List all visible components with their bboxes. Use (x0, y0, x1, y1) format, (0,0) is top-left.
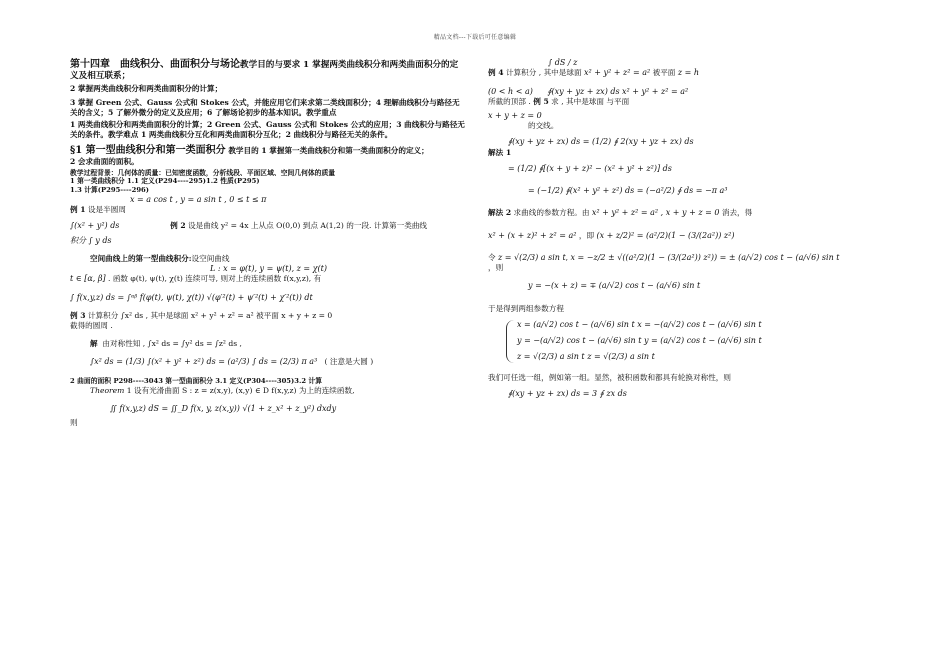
chapter-title: 第十四章 曲线积分、曲面积分与场论 (70, 59, 240, 70)
space-formula: ∫ f(x,y,z) ds = ∫ᵅᵝ f(φ(t), ψ(t), χ(t)) √(φ′²(t) + ψ′²(t) + χ′²(t)) dt (70, 292, 313, 302)
area-line: 2 曲面的面积 P298----3043 第一型曲面积分 3.1 定义(P304----305)3.2 计算 (70, 377, 323, 386)
background-text: 教学过程背景：几何体的质量：已知密度函数，分析线段、平面区域、空间几何体的质量 (70, 168, 336, 177)
page-header: 精品文档---下载后可任意编辑 (433, 34, 517, 41)
solution-2-y: y = −(x + z) = ∓ (a/√2) cos t − (a/√6) sin t (528, 281, 701, 291)
solution-formula: ∫x² ds = (1/3) ∫(x² + y² + z²) ds = (a²/3) ∫ ds = (2/3) π a³ ( 注意是大圆 ) (90, 356, 374, 366)
solution-2-step: x² + (x + z)² + z² = a² ，即 (x + z/2)² = (a²/2)(1 − (3/(2a²)) z²) (488, 230, 735, 240)
solution-2-then: ，则 (488, 263, 504, 273)
chapter-block (70, 58, 466, 82)
solution-2-param: 令 z = √(2/3) a sin t, x = −z/2 ± √((a²/2)(1 − (3/(2a²)) z²)) = ± (a/√2) cos t − (a/√6) sin t (488, 253, 840, 263)
purpose-3: 3 掌握 Green 公式、Gauss 公式和 Stokes 公式，并能应用它们来求第二类线面积分；4 理解曲线积分与路径无关的含义；5 了解外微分的定义及应用；6 了解场论初步的基本知识。教学重点 (70, 98, 460, 118)
top-integral: ∫ dS / z (548, 58, 578, 67)
section-title: §1 第一型曲线积分和第一类面积分 (70, 144, 226, 156)
space-curve-eq: L : x = φ(t), y = ψ(t), z = χ(t) (210, 263, 327, 273)
calc-line: 1.3 计算(P295----296) (70, 186, 149, 195)
example-5: (0 < h < a) ∮(xy + yz + zx) ds x² + y² + z² = a² (488, 86, 689, 96)
param-system (506, 320, 788, 363)
section-purpose-2: 2 会求曲面的面积。 (70, 156, 139, 166)
system-y: y = −(a/√2) cos t − (a/√6) sin t y = (a/√2) cos t − (a/√6) sin t (517, 335, 762, 345)
section-purpose: 教学目的 1 掌握第一类曲线积分和第一类曲面积分的定义； (228, 145, 429, 155)
purpose-1: 1 掌握两类曲线积分和两类曲面积分的定义及相互联系； (70, 60, 459, 82)
purpose-2: 2 掌握两类曲线积分和两类曲面积分的计算； (70, 84, 223, 94)
two-param-sets: 于是得到两组参数方程 (488, 303, 564, 313)
example-5-text: 所截的顶部 . 例 5 求 , 其中是球面 与平面 (488, 97, 630, 107)
example-4: 例 4 计算积分 , 其中是球面 x² + y² + z² = a² 被平面 z = h (488, 68, 699, 78)
example-3-tail: 截得的圆周 . (70, 320, 113, 330)
theorem-formula: ∬ f(x,y,z) dS = ∬_D f(x, y, z(x,y)) √(1 + z_x² + z_y²) dxdy (110, 403, 337, 413)
solution-1-label: 解法 1 (488, 147, 512, 157)
key-points: 1 两类曲线积分和两类曲面积分的计算；2 Green 公式、Gauss 公式和 Stokes 公式的应用；3 曲线积分与路径无关的条件。教学难点 1 两类曲线积分互化和两类曲面积分互化；2 曲线积分与路径无关的条件。 (70, 119, 465, 139)
solution-2-line: 解法 2 求曲线的参数方程。由 x² + y² + z² = a² , x + y + z = 0 消去，得 (488, 208, 753, 218)
solution-1-formula-1: ∮(xy + yz + zx) ds = (1/2) ∮ 2(xy + yz + zx) ds (508, 137, 694, 147)
right-column (488, 58, 840, 399)
left-column (70, 58, 466, 428)
ex5-tail: 的交线。 (528, 121, 559, 131)
space-curve-func: t ∈ [α, β] . 函数 φ(t), ψ(t), χ(t) 连续可导, 则对上的连续函数 f(x,y,z), 有 (70, 274, 322, 284)
ex5-plane: x + y + z = 0 (488, 111, 542, 121)
solution-1-formula-3: = (−1/2) ∮(x² + y² + z²) ds = (−a²/2) ∮ ds = −π a³ (528, 185, 728, 195)
param-equation: x = a cos t , y = a sin t , 0 ≤ t ≤ π (130, 194, 267, 204)
definition-line: 1 第一类曲线积分 1.1 定义(P294----295)1.2 性质(P295) (70, 177, 260, 186)
example-1: 例 1 设是半圆周 (70, 205, 126, 215)
final-formula: ∮(xy + yz + zx) ds = 3 ∮ zx ds (508, 388, 627, 398)
system-x: x = (a/√2) cos t − (a/√6) sin t x = −(a/√2) cos t − (a/√6) sin t (517, 319, 762, 329)
purpose-label: 教学目的与要求 (240, 60, 301, 70)
ex2-integral: 积分 ∫ y ds (70, 235, 112, 245)
then-text: 则 (70, 418, 78, 428)
system-z: z = √(2/3) a sin t z = √(2/3) a sin t (517, 352, 655, 362)
section-block (70, 144, 466, 157)
theorem: Theorem 1 设有光滑曲面 S : z = z(x,y), (x,y) ∈ D f(x,y,z) 为上的连续函数, (90, 385, 355, 395)
ex5-integral: ∮(xy + yz + zx) ds (547, 86, 620, 96)
example-3: 例 3 计算积分 ∫x² ds , 其中是球面 x² + y² + z² = a² 被平面 x + y + z = 0 (70, 311, 333, 321)
final-text: 我们可任选一组，例如第一组。显然，被积函数和都具有轮换对称性，则 (488, 372, 731, 382)
ex1-integral: ∫(x² + y²) ds (70, 221, 120, 231)
solution-line: 解 由对称性知 , ∫x² ds = ∫y² ds = ∫z² ds , (90, 338, 242, 348)
space-curve-intro: 空间曲线上的第一型曲线积分:设空间曲线 (90, 254, 230, 264)
solution-1-formula-2: = (1/2) ∮[(x + y + z)² − (x² + y² + z²)] ds (508, 163, 672, 173)
example-2: ∫(x² + y²) ds 例 2 设是曲线 y² = 4x 上从点 O(0,0) 到点 A(1,2) 的一段. 计算第一类曲线 (70, 221, 428, 231)
